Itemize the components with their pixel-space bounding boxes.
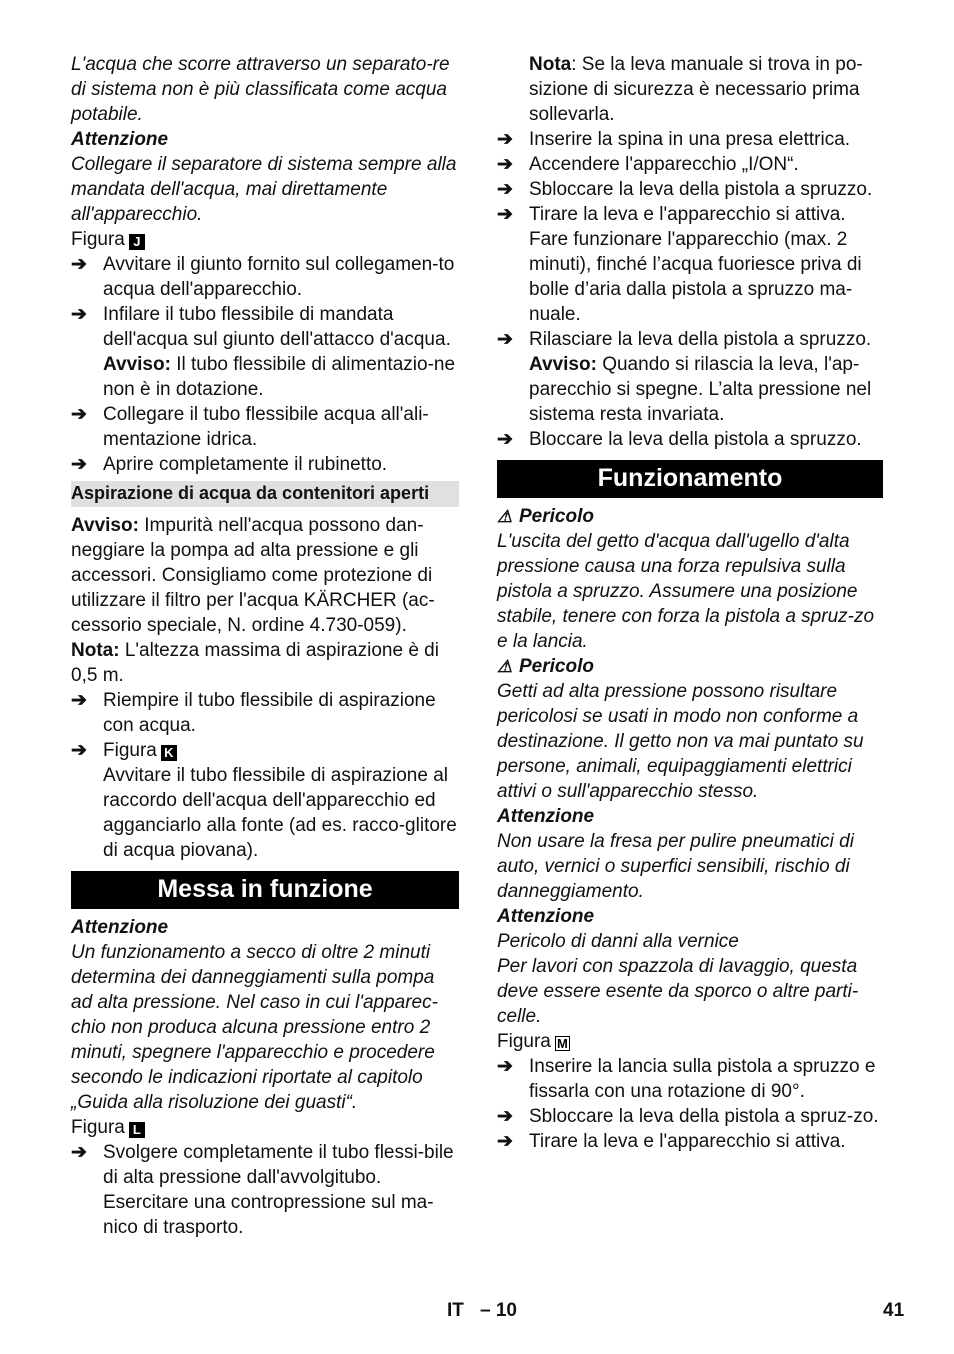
arrow-icon: ➔ xyxy=(71,404,87,425)
attention-text: Un funzionamento a secco di oltre 2 minuti determina dei danneggiamenti sulla pompa ad alta pressione. Nel caso in cui l'apparec-chio non produca alcuna pressione entro 2 minuti, spegnere l'apparecchio e procedere secondo le indicazioni riportate al capitolo „Guida alla risoluzione dei guasti“. xyxy=(71,942,438,1113)
list-item: ➔ Aprire completamente il rubinetto. xyxy=(71,454,388,475)
list-item: ➔ Tirare la leva e l'apparecchio si attiva. Fare funzionare l'apparecchio (max. 2 minuti), finché l’acqua fuoriesce priva di bolle d’aria dalla pistola a spruzzo ma-nuale. xyxy=(497,204,862,325)
list-item: ➔ Riempire il tubo flessibile di aspirazione con acqua. xyxy=(71,690,436,736)
intro-paragraph: L'acqua che scorre attraverso un separato-re di sistema non è più classificata come acqua potabile. xyxy=(71,54,450,125)
figure-m-icon: M xyxy=(555,1036,570,1051)
list-item: ➔ Rilasciare la leva della pistola a spruzzo. xyxy=(497,329,872,350)
list-item: ➔ Inserire la spina in una presa elettrica. xyxy=(497,129,851,150)
section-subheading: Aspirazione di acqua da contenitori aperti xyxy=(71,481,459,507)
list-item: ➔ Inserire la lancia sulla pistola a spruzzo e fissarla con una rotazione di 90°. xyxy=(497,1056,876,1102)
step-continuation: Avvitare il tubo flessibile di aspirazione al raccordo dell'acqua dell'apparecchio ed agganciarlo alla fonte (ad es. racco-glitore di acqua piovana). xyxy=(103,765,457,861)
attention-title: Attenzione xyxy=(71,129,169,150)
arrow-icon: ➔ xyxy=(71,254,87,275)
notice-text: Avviso: Il tubo flessibile di alimentazio-ne non è in dotazione. xyxy=(103,354,456,400)
notice-text: Avviso: Quando si rilascia la leva, l'ap-parecchio si spegne. L’alta pressione nel sistema resta invariata. xyxy=(529,354,872,425)
danger-title: ⚠ Pericolo xyxy=(497,656,594,677)
arrow-icon: ➔ xyxy=(71,690,87,711)
list-item: ➔ Tirare la leva e l'apparecchio si attiva. xyxy=(497,1131,846,1152)
arrow-icon: ➔ xyxy=(497,1056,513,1077)
arrow-icon: ➔ xyxy=(497,204,513,225)
list-item: ➔ Sbloccare la leva della pistola a spruzzo. xyxy=(497,179,873,200)
warning-icon: ⚠ xyxy=(497,507,513,526)
attention-title: Attenzione xyxy=(497,906,595,927)
list-item: ➔ Sbloccare la leva della pistola a spruz-zo. xyxy=(497,1106,879,1127)
attention-text: Collegare il separatore di sistema sempre alla mandata dell'acqua, mai direttamente all'apparecchio. xyxy=(71,154,457,225)
danger-text: Getti ad alta pressione possono risultare pericolosi se usati in modo non conforme a destinazione. Il getto non va mai puntato su persone, animali, equipaggiamenti elettrici attivi o sull'apparecchio stesso. xyxy=(497,681,864,802)
list-item: ➔ Bloccare la leva della pistola a spruzzo. xyxy=(497,429,862,450)
figure-l-icon: L xyxy=(129,1122,145,1138)
list-item: ➔ Svolgere completamente il tubo flessi-bile di alta pressione dall'avvolgitubo. Esercitare una contropressione sul ma-nico di trasporto. xyxy=(71,1142,454,1238)
list-item: ➔ Infilare il tubo flessibile di mandata dell'acqua sul giunto dell'attacco d'acqua. xyxy=(71,304,451,350)
arrow-icon: ➔ xyxy=(497,329,513,350)
page-number: 41 xyxy=(883,1300,905,1321)
arrow-icon: ➔ xyxy=(497,179,513,200)
arrow-icon: ➔ xyxy=(71,740,87,761)
arrow-icon: ➔ xyxy=(497,429,513,450)
list-item: ➔ Collegare il tubo flessibile acqua all'ali-mentazione idrica. xyxy=(71,404,429,450)
arrow-icon: ➔ xyxy=(497,154,513,175)
arrow-icon: ➔ xyxy=(71,304,87,325)
list-item: ➔ Figura K xyxy=(71,738,459,763)
note-text: Nota: L'altezza massima di aspirazione è di 0,5 m. xyxy=(71,640,439,686)
section-heading-funzionamento: Funzionamento xyxy=(497,460,883,498)
figure-j-icon: J xyxy=(129,234,145,250)
figure-ref-j: Figura J xyxy=(71,227,459,252)
attention-title: Attenzione xyxy=(497,806,595,827)
right-column xyxy=(497,52,883,1154)
attention-text: Per lavori con spazzola di lavaggio, questa deve essere esente da sporco o altre parti-celle. xyxy=(497,956,859,1027)
figure-ref-m: Figura M xyxy=(497,1029,883,1054)
arrow-icon: ➔ xyxy=(71,454,87,475)
footer-page-label: – 10 xyxy=(480,1300,517,1321)
left-column xyxy=(71,52,459,1240)
list-item: ➔ Accendere l'apparecchio „I/ON“. xyxy=(497,154,799,175)
danger-text: L'uscita del getto d'acqua dall'ugello d'alta pressione causa una forza repulsiva sulla pistola a spruzzo. Assumere una posizione stabile, tenere con forza la pistola a spruz-zo e la lancia. xyxy=(497,531,875,652)
note-text: Nota: Se la leva manuale si trova in po-sizione di sicurezza è necessario prima sollevarla. xyxy=(529,54,863,125)
arrow-icon: ➔ xyxy=(497,1131,513,1152)
arrow-icon: ➔ xyxy=(71,1142,87,1163)
attention-text: Pericolo di danni alla vernice xyxy=(497,931,739,952)
danger-title: ⚠ Pericolo xyxy=(497,506,594,527)
warning-icon: ⚠ xyxy=(497,657,513,676)
list-item: ➔ Avvitare il giunto fornito sul collegamen-to acqua dell'apparecchio. xyxy=(71,254,455,300)
notice-text: Avviso: Impurità nell'acqua possono dan-neggiare la pompa ad alta pressione e gli accessori. Consigliamo come protezione di utilizzare il filtro per l'acqua KÄRCHER (ac-cessorio speciale, N. ordine 4.730-059). xyxy=(71,515,435,636)
section-heading-messa: Messa in funzione xyxy=(71,871,459,909)
figure-k-icon: K xyxy=(161,745,177,761)
attention-text: Non usare la fresa per pulire pneumatici di auto, vernici o superfici sensibili, rischio di danneggiamento. xyxy=(497,831,854,902)
arrow-icon: ➔ xyxy=(497,1106,513,1127)
footer-language: IT xyxy=(447,1300,464,1321)
attention-title: Attenzione xyxy=(71,917,169,938)
figure-ref-l: Figura L xyxy=(71,1115,459,1140)
arrow-icon: ➔ xyxy=(497,129,513,150)
